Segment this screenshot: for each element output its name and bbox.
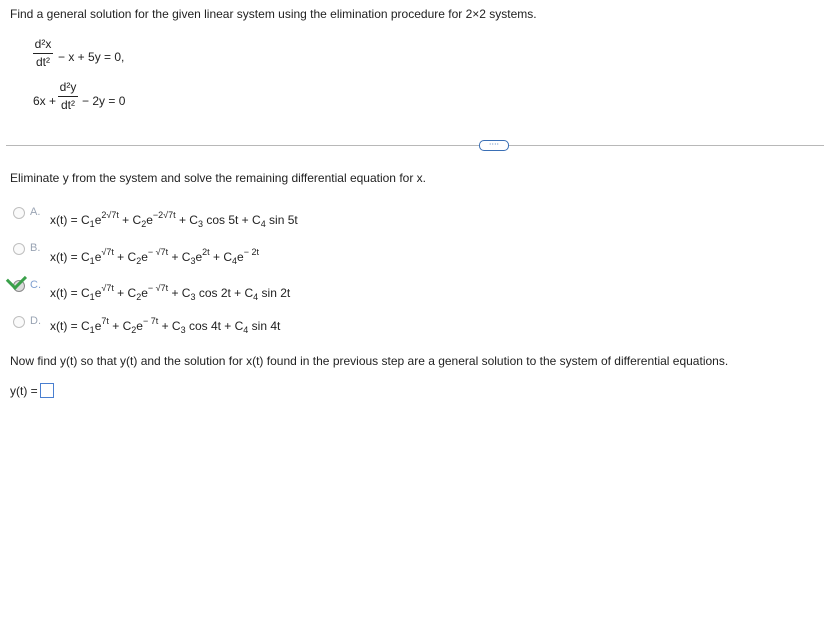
option-d-letter: D. xyxy=(30,315,41,327)
option-d-radio[interactable] xyxy=(13,316,25,328)
option-d-formula[interactable]: $x(t) = C_1e^{7t} + C_2e^{- 7t} + C_3$ $\cos 4t + C_4$ sin 4t xyxy=(50,316,281,335)
eq1-numerator: d²x xyxy=(34,37,52,51)
option-a-letter: A. xyxy=(30,206,41,218)
option-c-formula[interactable]: $x(t) = C_1e^{√7t} + C_2e^{- √7t} + C_3$ $\cos 2t + C_4$ sin 2t xyxy=(50,283,291,302)
y-answer-input[interactable] xyxy=(40,383,54,398)
eq1-fraction xyxy=(33,38,53,69)
option-b-radio[interactable] xyxy=(13,243,25,255)
fraction-bar xyxy=(33,53,53,54)
eq2-denominator: dt² xyxy=(60,98,75,112)
answer-label: y(t) = xyxy=(10,384,38,398)
section-divider xyxy=(6,145,824,146)
option-a-radio[interactable] xyxy=(13,207,25,219)
option-c-letter: C. xyxy=(30,279,41,291)
eq1-rest: − x + 5y = 0, xyxy=(58,50,125,64)
eq2-lead: 6x + xyxy=(33,94,57,108)
more-options-button[interactable]: ···· xyxy=(479,140,509,151)
eq2-numerator: d²y xyxy=(59,80,77,94)
option-b-letter: B. xyxy=(30,242,41,254)
fraction-bar xyxy=(58,96,78,97)
eq2-rest: − 2y = 0 xyxy=(82,94,126,108)
question-instruction: Find a general solution for the given linear system using the elimination procedure for 2×2 systems. xyxy=(10,7,537,21)
eq2-fraction xyxy=(58,81,78,112)
part1-prompt: Eliminate y from the system and solve the remaining differential equation for x. xyxy=(10,171,426,185)
option-a-formula[interactable]: $x(t) = C_1e^{2√7t} + C_2e^{-2√7t} + C_3$ $\cos 5t + C_4$ sin 5t xyxy=(50,210,298,229)
eq1-denominator: dt² xyxy=(35,55,50,69)
option-b-formula[interactable]: $x(t) = C_1e^{√7t} + C_2e^{- √7t} + C_3e^{2t} + C_4e^{- 2t}$ xyxy=(50,247,259,266)
part2-prompt: Now find y(t) so that y(t) and the solution for x(t) found in the previous step are a general solution to the system of differential equations. xyxy=(10,354,729,368)
